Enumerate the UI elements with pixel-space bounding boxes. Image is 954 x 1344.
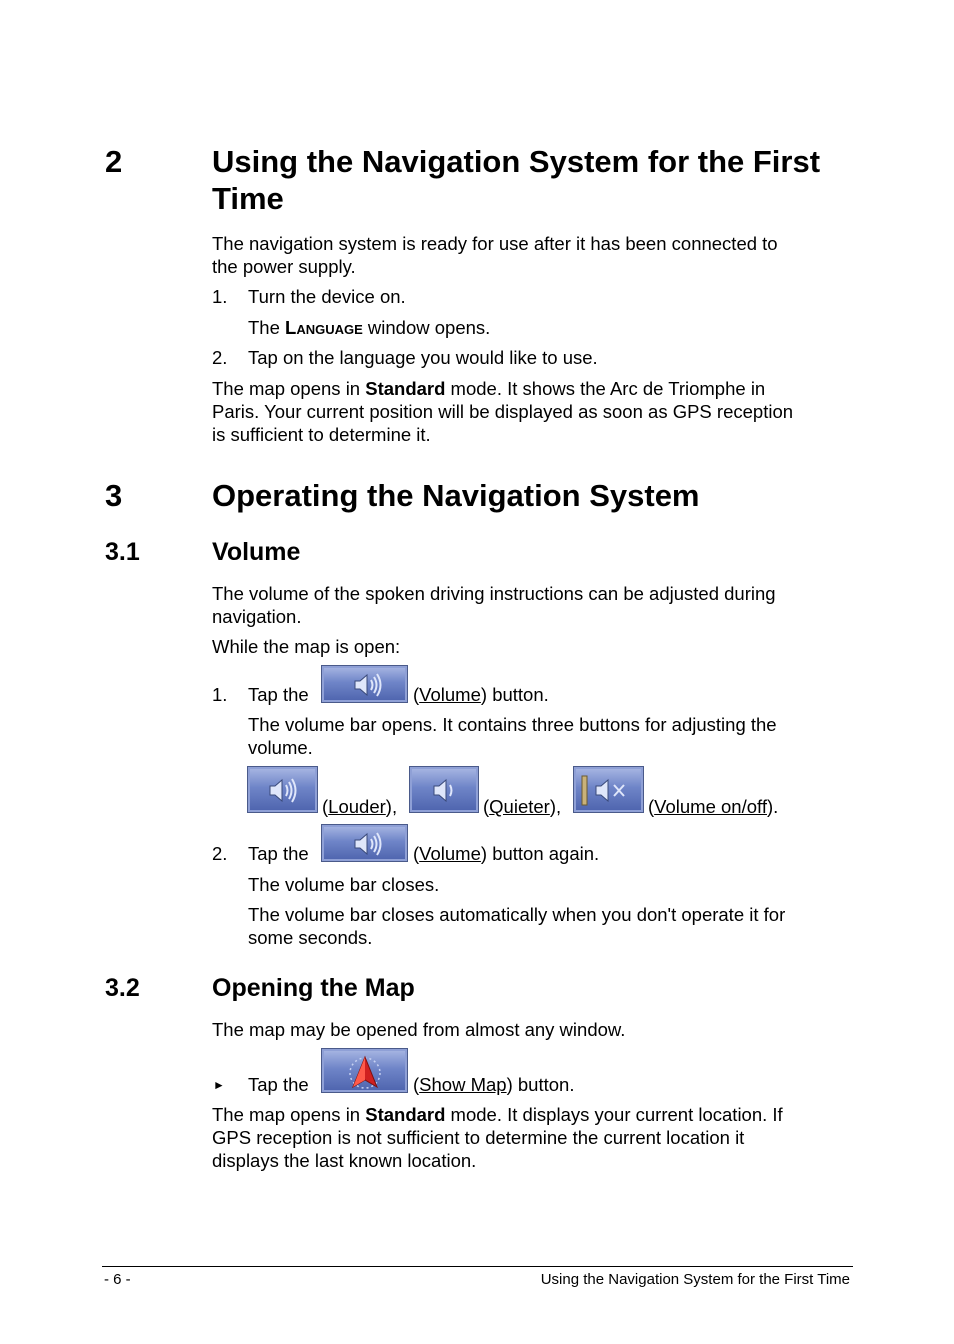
language-window-name: Language (285, 317, 363, 338)
s2-step2-number: 2. (212, 347, 228, 368)
s2-intro-line2: the power supply. (212, 256, 356, 277)
speaker-mute-icon (574, 767, 645, 814)
map-arrow-icon (322, 1049, 409, 1094)
s31-step2-tap: Tap the (248, 843, 309, 864)
s32-outro-line1: The map opens in Standard mode. It displays your current location. If (212, 1104, 783, 1125)
section-3-title: Operating the Navigation System (212, 478, 700, 513)
section-2-number: 2 (105, 144, 123, 179)
footer-divider (102, 1266, 853, 1267)
section-3-2-title: Opening the Map (212, 974, 415, 1002)
mute-button-image (573, 766, 644, 813)
louder-button-image (247, 766, 318, 813)
onoff-label: (Volume on/off). (648, 796, 779, 817)
show-map-link[interactable]: Show Map (419, 1074, 507, 1095)
s31-step1-label: (Volume) button. (413, 684, 549, 705)
speaker-loud-icon (248, 767, 319, 814)
s32-tap: Tap the (248, 1074, 309, 1095)
footer-title: Using the Navigation System for the First Time (540, 1271, 850, 1288)
s32-label: (Show Map) button. (413, 1074, 575, 1095)
louder-link[interactable]: Louder (328, 796, 386, 817)
s2-outro-line1: The map opens in Standard mode. It shows the Arc de Triomphe in (212, 378, 766, 399)
s31-step1-tap: Tap the (248, 684, 309, 705)
louder-label: (Louder), (322, 796, 398, 817)
volume-link-2[interactable]: Volume (419, 843, 481, 864)
section-2-title-line1: Using the Navigation System for the First (212, 144, 821, 179)
s2-step1-number: 1. (212, 286, 228, 307)
s31-auto-line2: some seconds. (248, 927, 373, 948)
volume-button-image (321, 665, 408, 703)
speaker-icon (322, 666, 409, 704)
s31-while-text: While the map is open: (212, 636, 401, 657)
footer-page-number: - 6 - (104, 1271, 131, 1288)
section-3-1-number: 3.1 (105, 538, 140, 566)
quieter-link[interactable]: Quieter (489, 796, 550, 817)
s31-auto-line1: The volume bar closes automatically when you don't operate it for (248, 904, 786, 925)
s31-step1-number: 1. (212, 684, 228, 705)
section-3-1-title: Volume (212, 538, 301, 566)
s2-step1-result: The Language window opens. (248, 317, 491, 338)
volume-onoff-link[interactable]: Volume on/off (654, 796, 767, 817)
s31-intro-line2: navigation. (212, 606, 302, 627)
s2-step1-text: Turn the device on. (248, 286, 406, 307)
s31-bar-opens-line2: volume. (248, 737, 313, 758)
s2-outro-line3: is sufficient to determine it. (212, 424, 431, 445)
quieter-button-image (409, 766, 479, 813)
bullet-icon: ► (213, 1078, 225, 1092)
s31-step2-number: 2. (212, 843, 228, 864)
speaker-icon (322, 825, 409, 863)
s31-bar-opens-line1: The volume bar opens. It contains three buttons for adjusting the (248, 714, 777, 735)
s2-outro-line2: Paris. Your current position will be displayed as soon as GPS reception (212, 401, 794, 422)
section-2-title-line2: Time (212, 181, 284, 216)
s32-intro: The map may be opened from almost any window. (212, 1019, 626, 1040)
s31-intro-line1: The volume of the spoken driving instructions can be adjusted during (212, 583, 776, 604)
section-3-2-number: 3.2 (105, 974, 140, 1002)
s31-bar-closes: The volume bar closes. (248, 874, 440, 895)
section-3-number: 3 (105, 478, 123, 513)
quieter-label: (Quieter), (483, 796, 562, 817)
volume-button-image-2 (321, 824, 408, 862)
s2-intro-line1: The navigation system is ready for use after it has been connected to (212, 233, 778, 254)
speaker-quiet-icon (410, 767, 480, 814)
s32-outro-line2: GPS reception is not sufficient to determine the current location it (212, 1127, 745, 1148)
show-map-button-image (321, 1048, 408, 1093)
s31-step2-label: (Volume) button again. (413, 843, 600, 864)
s32-outro-line3: displays the last known location. (212, 1150, 477, 1171)
s2-step2-text: Tap on the language you would like to use. (248, 347, 598, 368)
volume-link[interactable]: Volume (419, 684, 481, 705)
